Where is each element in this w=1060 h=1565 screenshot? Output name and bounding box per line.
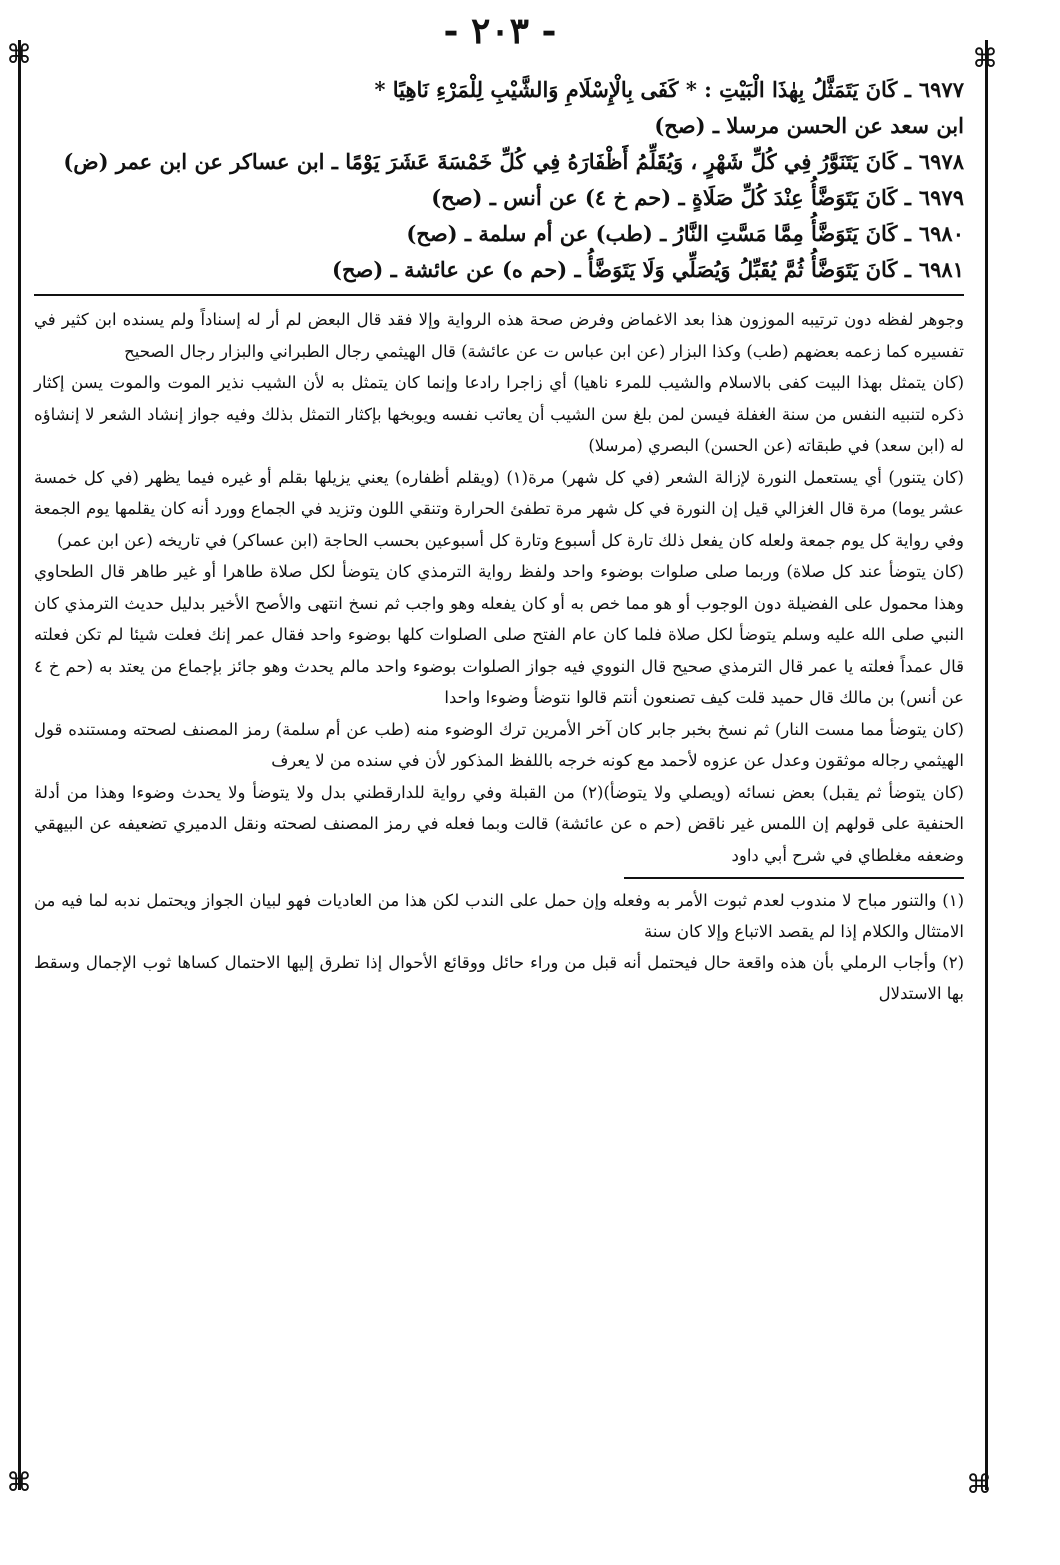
hadith-text: ـ كَانَ يَتَمَثَّلُ بِهٰذَا الْبَيْتِ : * كَفَى بِالْإِسْلَامِ وَالشَّيْبِ لِلْمَرْءِ نَاهِيًا *	[374, 77, 911, 102]
commentary-paragraph: (كان يتوضأ عند كل صلاة) وربما صلى صلوات بوضوء واحد ولفظ رواية الترمذي كان يتوضأ لكل صلاة طاهرا أو غير طاهر قال الطحاوي وهذا محمول على الفضيلة دون الوجوب أو هو مما خص به أو كان يفعله وهو واجب ثم نسخ انتهى والأصح الأخير بدليل حديث الترمذي كان النبي صلى الله عليه وسلم يتوضأ لكل صلاة فلما كان عام الفتح صلى الصلوات كلها بوضوء واحد فقال عمر إنك فعلت شيئا لم تكن فعلته قال عمداً فعلته يا عمر قال الترمذي صحيح قال النووي فيه جواز الصلوات بوضوء واحد مالم يحدث وهو جائز بإجماع من يعتد به (حم خ ٤ عن أنس) بن مالك قال حميد قلت كيف تصنعون أنتم قالوا نتوضأ وضوءا واحدا	[34, 562, 964, 707]
footnote-divider	[624, 877, 964, 879]
hadith-number: ٦٩٨١	[918, 257, 964, 282]
hadith-entry	[34, 114, 964, 138]
hadith-text: ـ كَانَ يَتَوَضَّأُ مِمَّا مَسَّتِ النَّارُ ـ (طب) عن أم سلمة ـ (صح)	[406, 221, 911, 246]
page-border-right	[985, 40, 988, 1490]
hadith-text: ابن سعد عن الحسن مرسلا ـ (صح)	[654, 113, 964, 138]
footnote: (٢) وأجاب الرملي بأن هذه واقعة حال فيحتمل أنه قبل من وراء حائل ووقائع الأحوال إذا تطرق إليها الاحتمال كساها ثوب الإجمال وسقط بها الاستدلال	[34, 953, 964, 1003]
hadith-number: ٦٩٨٠	[918, 221, 964, 246]
commentary-paragraph: (كان يتوضأ مما مست النار) ثم نسخ بخبر جابر كان آخر الأمرين ترك الوضوء منه (طب عن أم سلمة) رمز المصنف لصحته ومستنده قول الهيثمي رجاله موثقون وعدل عن عزوه لأحمد مع كونه خرجه باللفظ المذكور لأن في سنده من لا يعرف	[34, 719, 964, 770]
section-divider	[34, 294, 964, 296]
hadith-entry	[34, 222, 964, 246]
footnote: (١) والتنور مباح لا مندوب لعدم ثبوت الأمر به وفعله وإن حمل على الندب لكن هذا من العاديات فهو لبيان الجواز ويحتمل ندبه لما فيه من الامتثال والكلام إذا لم يقصد الاتباع وإلا كان سنة	[34, 891, 964, 941]
page-number: - ٢٠٣ -	[443, 10, 557, 52]
commentary-paragraph: (كان يتنور) أي يستعمل النورة لإزالة الشعر (في كل شهر) مرة(١) (ويقلم أظفاره) يعني يزيلها بقلم أو غيره فيما يظهر (في كل خمسة عشر يوما) مرة قال الغزالي قيل إن النورة في كل شهر مرة تطفئ الحرارة وتنقي اللون وتزيد في الجماع وورد أنه كان يقلمها يوم الجمعة وفي رواية كل يوم جمعة ولعله كان يفعل ذلك تارة كل أسبوع وتارة كل أسبوعين بحسب الحاجة (ابن عساكر) في تاريخه (عن ابن عمر)	[34, 467, 964, 550]
hadith-number: ٦٩٧٨	[918, 149, 964, 174]
hadith-entry	[34, 78, 964, 102]
corner-ornament-icon: ⌘	[6, 40, 32, 70]
hadith-number: ٦٩٧٧	[918, 77, 964, 102]
page-content	[34, 78, 964, 1009]
corner-ornament-icon: ⌘	[966, 1470, 992, 1500]
hadith-text: ـ كَانَ يَتَنَوَّرُ فِي كُلِّ شَهْرٍ ، وَيُقَلِّمُ أَظْفَارَهُ فِي كُلِّ خَمْسَةَ عَشَرَ يَوْمًا ـ ابن عساكر عن ابن عمر (ض)	[63, 149, 911, 174]
hadith-text: ـ كَانَ يَتَوَضَّأُ عِنْدَ كُلِّ صَلَاةٍ ـ (حم خ ٤) عن أنس ـ (صح)	[431, 185, 911, 210]
page-border-left	[18, 40, 21, 1490]
corner-ornament-icon: ⌘	[6, 1468, 32, 1498]
hadith-entry	[34, 258, 964, 282]
commentary-paragraph: وجوهر لفظه دون ترتيبه الموزون هذا بعد الاغماض وفرض صحة هذه الرواية وإلا فقد قال البعض لم أر له إسناداً ولم يسنده ابن كثير في تفسيره كما زعمه بعضهم (طب) وكذا البزار (عن ابن عباس ت عن عائشة) قال الهيثمي رجال الطبراني والبزار رجال الصحيح	[34, 310, 964, 361]
commentary-paragraph: (كان يتمثل بهذا البيت كفى بالاسلام والشيب للمرء ناهيا) أي زاجرا رادعا وإنما كان يتمثل به لأن الشيب نذير الموت والموت يسن إكثار ذكره لتنبيه النفس من سنة الغفلة فيسن لمن بلغ سن الشيب أن يعاتب نفسه ويوبخها بإكثار التمثل بذلك وفيه جواز إنشاد الشعر لا إنشاؤه له (ابن سعد) في طبقاته (عن الحسن) البصري (مرسلا)	[34, 373, 964, 455]
commentary-paragraph: (كان يتوضأ ثم يقبل) بعض نسائه (ويصلي ولا يتوضأ)(٢) من القبلة وفي رواية للدارقطني بدل ولا يتوضأ ولا يحدث وضوءا وهذا من أدلة الحنفية على قولهم إن اللمس غير ناقض (حم ه عن عائشة) قالت وبما فعله في رمز المصنف لصحته ونقل الدميري تضعيفه عن البيهقي وضعفه مغلطاي في شرح أبي داود	[34, 782, 964, 865]
hadith-entry	[34, 150, 964, 174]
hadith-number: ٦٩٧٩	[918, 185, 964, 210]
hadith-entry	[34, 186, 964, 210]
hadith-text: ـ كَانَ يَتَوَضَّأُ ثُمَّ يُقَبِّلُ وَيُصَلِّي وَلَا يَتَوَضَّأُ ـ (حم ه) عن عائشة ـ (صح)	[332, 257, 911, 282]
corner-ornament-icon: ⌘	[972, 44, 998, 74]
